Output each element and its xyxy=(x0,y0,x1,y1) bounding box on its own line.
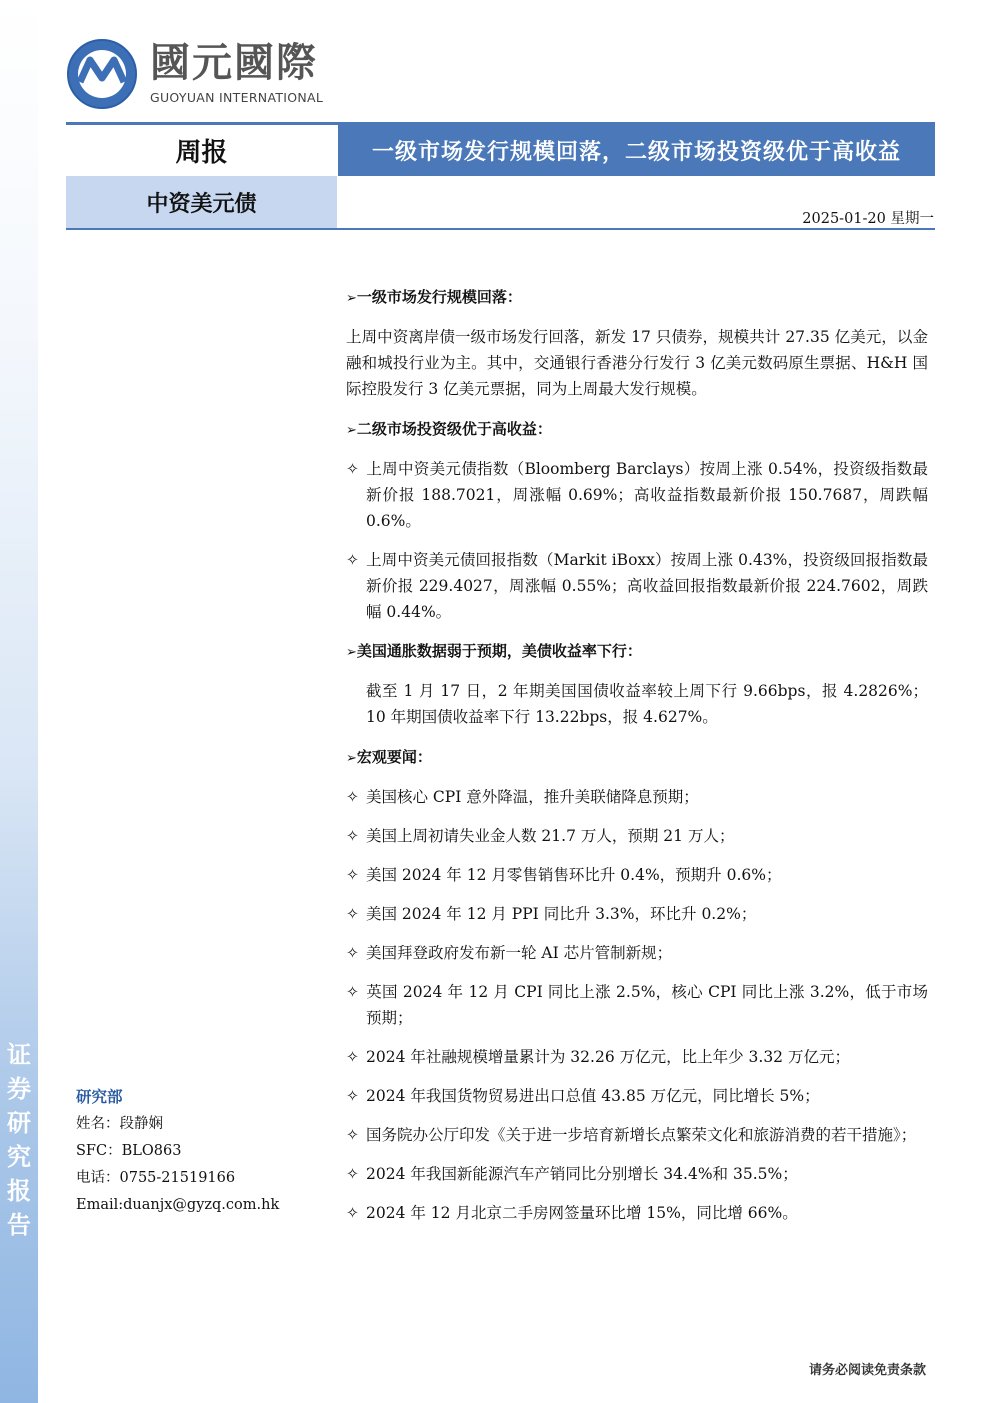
diamond-bullet-icon: ✧ xyxy=(346,551,359,569)
report-category: 中资美元债 xyxy=(66,176,337,228)
list-item-text: 美国核心 CPI 意外降温，推升美联储降息预期； xyxy=(366,788,699,806)
side-char: 证 xyxy=(7,1041,31,1069)
header-bottom-rule xyxy=(66,228,935,230)
section-heading-text: 宏观要闻： xyxy=(356,748,432,766)
diamond-bullet-icon: ✧ xyxy=(346,944,359,962)
section-heading xyxy=(346,638,928,666)
logo-name-cn: 國元國際 xyxy=(150,40,318,86)
diamond-bullet-icon: ✧ xyxy=(346,905,359,923)
list-item-text: 美国上周初请失业金人数 21.7 万人，预期 21 万人； xyxy=(366,827,735,845)
analyst-email[interactable]: Email:duanjx@gyzq.com.hk xyxy=(76,1197,280,1213)
list-item-text: 2024 年我国新能源汽车产销同比分别增长 34.4%和 35.5%； xyxy=(366,1165,798,1183)
logo-emblem-icon xyxy=(66,38,138,110)
diamond-bullet-icon: ✧ xyxy=(346,788,359,806)
side-char: 券 xyxy=(7,1075,31,1103)
list-item xyxy=(346,547,928,625)
department-title: 研究部 xyxy=(76,1088,123,1106)
report-body xyxy=(346,284,928,1239)
list-item-text: 美国拜登政府发布新一轮 AI 芯片管制新规； xyxy=(366,944,673,962)
arrow-bullet-icon: ➢ xyxy=(346,751,357,766)
diamond-bullet-icon: ✧ xyxy=(346,1087,359,1105)
list-item xyxy=(346,784,928,810)
list-item-text: 2024 年我国货物贸易进出口总值 43.85 万亿元，同比增长 5%； xyxy=(366,1087,820,1105)
list-item-text: 美国 2024 年 12 月零售销售环比升 0.4%，预期升 0.6%； xyxy=(366,866,782,884)
side-char: 究 xyxy=(7,1143,31,1171)
analyst-info xyxy=(76,1084,316,1219)
analyst-sfc: SFC：BLO863 xyxy=(76,1143,182,1159)
side-char: 报 xyxy=(7,1177,31,1205)
diamond-bullet-icon: ✧ xyxy=(346,1165,359,1183)
section-heading xyxy=(346,744,928,772)
list-item-text: 2024 年社融规模增量累计为 32.26 万亿元，比上年少 3.32 万亿元； xyxy=(366,1048,850,1066)
list-item xyxy=(346,823,928,849)
list-item xyxy=(346,456,928,534)
side-char: 研 xyxy=(7,1109,31,1137)
list-item-text: 上周中资美元债指数（Bloomberg Barclays）按周上涨 0.54%，投资级指数最新价报 188.7021，周涨幅 0.69%；高收益指数最新价报 150.7687，周跌幅 0.6%。 xyxy=(366,460,928,530)
analyst-phone: 电话：0755-21519166 xyxy=(76,1170,236,1186)
arrow-bullet-icon: ➢ xyxy=(346,291,357,306)
list-item-text: 英国 2024 年 12 月 CPI 同比上涨 2.5%，核心 CPI 同比上涨 3.2%，低于市场预期； xyxy=(366,983,928,1027)
diamond-bullet-icon: ✧ xyxy=(346,1048,359,1066)
list-item xyxy=(346,1200,928,1226)
diamond-bullet-icon: ✧ xyxy=(346,983,359,1001)
list-item xyxy=(346,940,928,966)
list-item xyxy=(346,1044,928,1070)
list-item xyxy=(346,1083,928,1109)
diamond-bullet-icon: ✧ xyxy=(346,1204,359,1222)
analyst-name: 姓名：段静娴 xyxy=(76,1116,163,1132)
section-heading-text: 美国通胀数据弱于预期，美债收益率下行： xyxy=(356,642,642,660)
company-logo xyxy=(66,38,336,110)
section-paragraph: 截至 1 月 17 日，2 年期美国国债收益率较上周下行 9.66bps，报 4.2826%；10 年期国债收益率下行 13.22bps，报 4.627%。 xyxy=(366,682,928,726)
report-date: 2025-01-20 星期一 xyxy=(802,211,934,227)
section-paragraph: 上周中资离岸债一级市场发行回落，新发 17 只债券，规模共计 27.35 亿美元，以金融和城投行业为主。其中，交通银行香港分行发行 3 亿美元数码原生票据、H&H 国际控股发行 3 亿美元票据，同为上周最大发行规模。 xyxy=(346,328,928,398)
section-heading xyxy=(346,284,928,312)
report-title: 一级市场发行规模回落，二级市场投资级优于高收益 xyxy=(338,125,935,176)
arrow-bullet-icon: ➢ xyxy=(346,423,357,438)
section-heading xyxy=(346,416,928,444)
diamond-bullet-icon: ✧ xyxy=(346,460,359,478)
side-vertical-label xyxy=(4,1038,34,1242)
list-item xyxy=(346,979,928,1031)
list-item-text: 上周中资美元债回报指数（Markit iBoxx）按周上涨 0.43%，投资级回报指数最新价报 229.4027，周涨幅 0.55%；高收益回报指数最新价报 224.7602，周跌幅 0.44%。 xyxy=(366,551,928,621)
side-char: 告 xyxy=(7,1211,31,1239)
section-heading-text: 一级市场发行规模回落： xyxy=(356,288,522,306)
list-item-text: 美国 2024 年 12 月 PPI 同比升 3.3%，环比升 0.2%； xyxy=(366,905,757,923)
list-item xyxy=(346,1161,928,1187)
report-type: 周报 xyxy=(175,138,228,168)
list-item-text: 2024 年 12 月北京二手房网签量环比增 15%，同比增 66%。 xyxy=(366,1204,798,1222)
diamond-bullet-icon: ✧ xyxy=(346,1126,359,1144)
diamond-bullet-icon: ✧ xyxy=(346,827,359,845)
footer-disclaimer: 请务必阅读免责条款 xyxy=(808,1363,926,1378)
list-item xyxy=(346,901,928,927)
list-item xyxy=(346,862,928,888)
diamond-bullet-icon: ✧ xyxy=(346,866,359,884)
logo-name-en: GUOYUAN INTERNATIONAL xyxy=(150,90,324,105)
list-item xyxy=(346,1122,928,1148)
section-heading-text: 二级市场投资级优于高收益： xyxy=(356,420,552,438)
list-item-text: 国务院办公厅印发《关于进一步培育新增长点繁荣文化和旅游消费的若干措施》； xyxy=(366,1126,917,1144)
arrow-bullet-icon: ➢ xyxy=(346,645,357,660)
